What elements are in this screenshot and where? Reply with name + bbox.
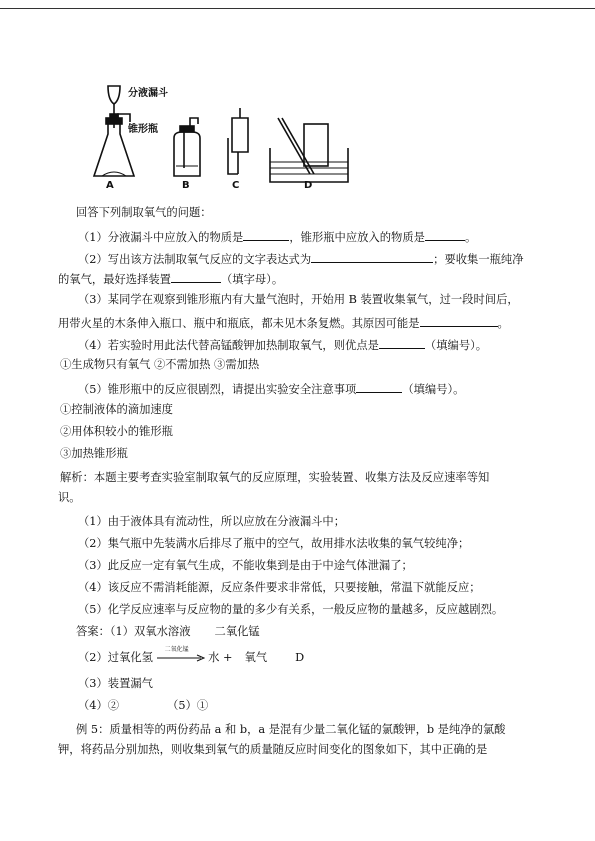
answer-line-2 [78,646,538,666]
q5-blank [356,380,402,393]
intro-text: 回答下列制取氧气的问题： [76,206,212,219]
apparatus-letter-a: A [106,180,114,191]
q1-text-b: ，锥形瓶中应放入的物质是 [289,231,425,244]
q2-blank-1 [311,250,433,263]
answer-2-apparatus: D [295,651,305,664]
q1-blank-1 [243,228,289,241]
apparatus-letter-b: B [182,180,190,191]
answer-4: （4）② [78,699,120,712]
q1-text-a: （1）分液漏斗中应放入的物质是 [78,231,244,244]
question-4 [78,336,538,354]
page-top-rule [0,8,595,9]
label-conical-flask: 锥形瓶 [128,124,158,135]
answer-5: （5）① [167,699,209,712]
reaction-condition: 二氧化锰 [164,646,189,653]
question-4-options: ①生成物只有氧气 ②不需加热 ③需加热 [60,358,260,371]
answer-line-4-5 [78,698,538,714]
analysis-point-2: （2）集气瓶中先装满水后排尽了瓶中的空气，故用排水法收集的氧气较纯净； [78,537,470,550]
analysis-line-2: 识。 [58,491,81,504]
question-1 [78,228,538,246]
reaction-arrow [157,646,205,664]
q2-text-line2a: 的氧气，最好选择装置 [58,273,171,286]
label-separatory-funnel: 分液漏斗 [128,88,168,99]
answer-line-1 [76,624,536,640]
apparatus-letter-d: D [304,180,313,191]
answer-2-reactant: （2）过氧化氢 [78,651,153,664]
q5-option-3: ③加热锥形瓶 [60,447,128,460]
analysis-point-5: （5）化学反应速率与反应物的量的多少有关系，一般反应物的量越多，反应越剧烈。 [78,603,504,616]
question-3-line-2 [58,314,518,332]
q5-option-1: ①控制液体的滴加速度 [60,403,173,416]
question-2-line-2 [58,270,518,288]
apparatus-figure [88,78,358,196]
apparatus-letter-c: C [232,180,240,191]
q5-option-2: ②用体积较小的锥形瓶 [60,425,173,438]
q1-blank-2 [425,228,465,241]
answer-2-product-water: 水 + [208,651,233,664]
question-2-line-1 [78,250,538,268]
analysis-point-1: （1）由于液体具有流动性，所以应放在分液漏斗中； [78,515,346,528]
answer-2-product-oxygen: 氧气 [244,651,268,664]
question-3-line-1: （3）某同学在观察到锥形瓶内有大量气泡时，开始用 B 装置收集氧气，过一段时间后， [78,293,519,306]
answer-3: （3）装置漏气 [78,677,153,690]
answer-1-b: 二氧化锰 [214,625,260,638]
q3-text-line2b: 。 [497,317,509,330]
q4-text-b: （填编号）。 [424,339,488,352]
q3-blank [420,314,498,327]
arrow-icon [157,652,205,664]
question-5 [78,380,538,398]
funnel-bulb-shape [108,86,120,104]
q2-blank-2 [171,270,221,283]
q2-text-line2b: （填字母）。 [220,273,284,286]
q2-text-b: ；要收集一瓶纯净 [433,253,524,266]
q5-text-b: （填编号）。 [402,383,465,396]
example5-line-2: 钾，将药品分别加热，则收集到氧气的质量随反应时间变化的图象如下，其中正确的是 [58,743,488,756]
analysis-point-3: （3）此反应一定有氧气生成，不能收集到是由于中途气体泄漏了； [78,559,413,572]
analysis-line-1: 解析：本题主要考查实验室制取氧气的反应原理，实验装置、收集方法及反应速率等知 [60,471,490,484]
q4-text-a: （4）若实验时用此法代替高锰酸钾加热制取氧气，则优点是 [78,339,379,352]
q5-text-a: （5）锥形瓶中的反应很剧烈，请提出实验安全注意事项 [78,383,357,396]
q1-text-c: 。 [464,231,477,244]
q4-blank [379,336,425,349]
answer-label: 答案：（1）双氧水溶液 [76,625,191,638]
analysis-point-4: （4）该反应不需消耗能源，反应条件要求非常低，只要接触，常温下就能反应； [78,581,481,594]
q2-text-a: （2）写出该方法制取氧气反应的文字表达式为 [78,253,312,266]
example5-line-1: 例 5：质量相等的两份药品 a 和 b，a 是混有少量二氧化锰的氯酸钾，b 是纯净的氯酸 [76,723,506,736]
q3-text-line2a: 用带火星的木条伸入瓶口、瓶中和瓶底，都未见木条复燃。其原因可能是 [58,317,420,330]
